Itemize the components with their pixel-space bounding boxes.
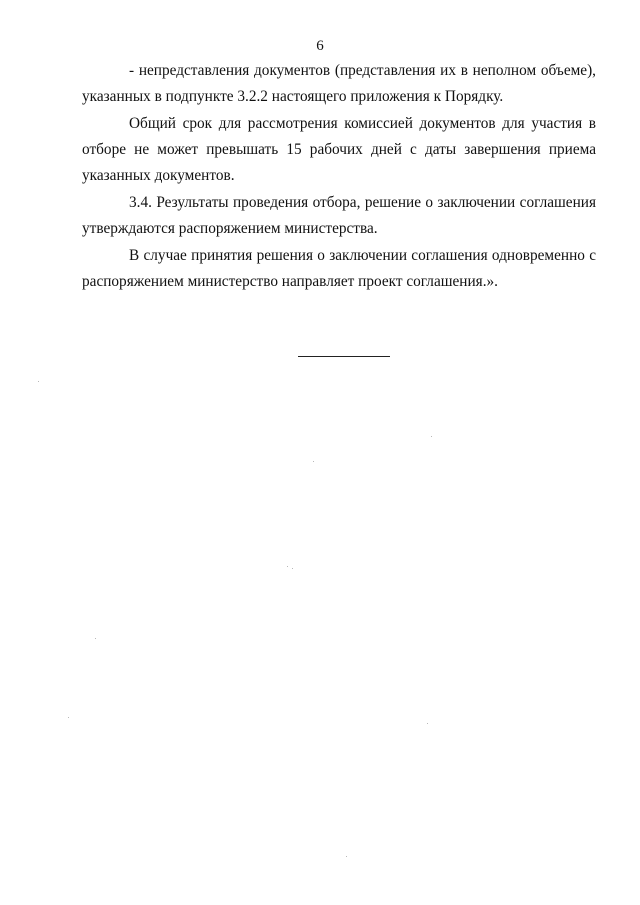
paragraph-line: В случае принятия решения о заключении соглашения одновременно с	[129, 247, 596, 264]
paragraph-nonsubmission	[82, 58, 596, 110]
paragraph-line: Общий срок для рассмотрения комиссией документов для участия в	[129, 115, 596, 132]
paragraph-agreement-decision	[82, 243, 596, 295]
paragraph-line: - непредставления документов (представления их в неполном объеме),	[129, 62, 596, 79]
paragraph-line: распоряжением министерство направляет проект соглашения.».	[82, 273, 499, 290]
end-divider-line	[298, 356, 390, 357]
document-body	[82, 58, 596, 295]
paragraph-line: указанных документов.	[82, 167, 235, 184]
paragraph-line: отборе не может превышать 15 рабочих дней с даты завершения приема	[82, 141, 596, 158]
paragraph-results	[82, 190, 596, 242]
scan-speck	[346, 856, 347, 857]
scan-speck	[287, 566, 288, 567]
scan-speck	[427, 723, 428, 724]
paragraph-line: указанных в подпункте 3.2.2 настоящего приложения к Порядку.	[82, 88, 504, 105]
page-number: 6	[316, 38, 324, 54]
scan-speck	[95, 638, 96, 639]
scan-speck	[38, 381, 39, 382]
paragraph-line: утверждаются распоряжением министерства.	[82, 220, 378, 237]
scan-speck	[431, 436, 432, 437]
paragraph-line: 3.4. Результаты проведения отбора, решение о заключении соглашения	[129, 194, 596, 211]
paragraph-review-period	[82, 111, 596, 189]
scan-speck	[292, 568, 293, 569]
scan-speck	[68, 717, 69, 718]
scan-speck	[313, 461, 314, 462]
